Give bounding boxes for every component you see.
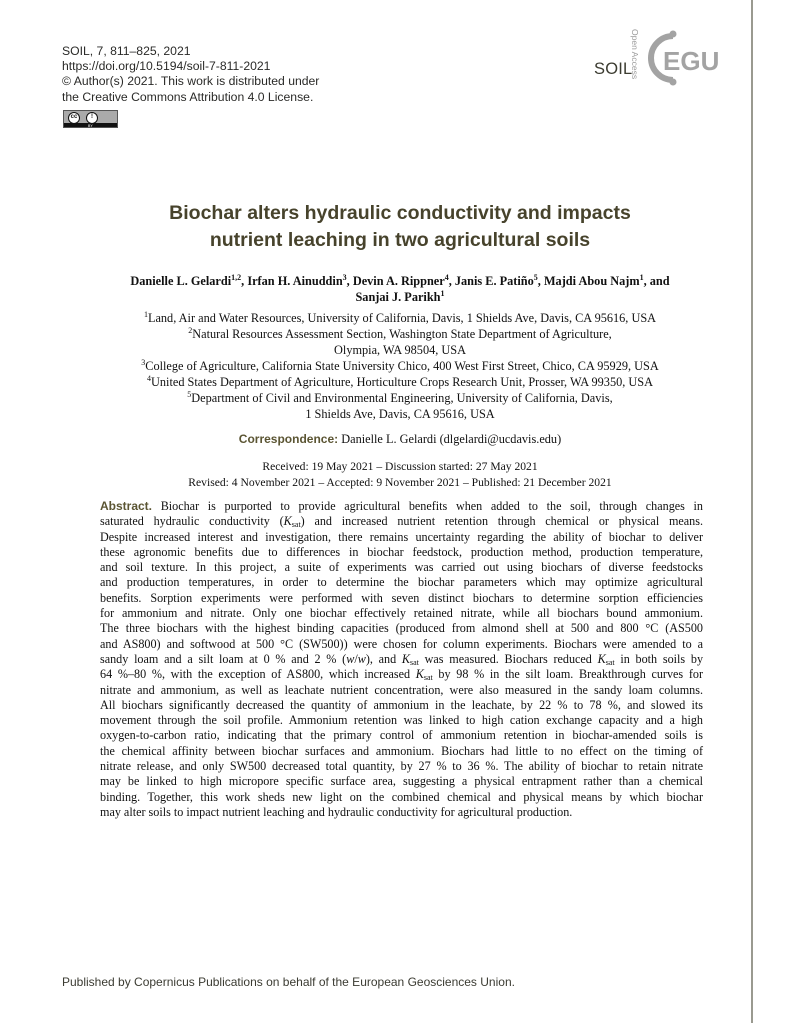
author-affiliation-number: 1 <box>639 273 644 282</box>
abstract-text: movement through the soil profile. Ammonium retention was linked to high cation exchange capacity and a high <box>100 713 703 728</box>
author-separator: , <box>241 274 248 288</box>
author-separator: , <box>537 274 544 288</box>
affiliation-number: 1 <box>143 310 148 319</box>
abstract-line <box>100 683 703 698</box>
egu-text: EGU <box>663 46 720 76</box>
author <box>355 290 444 304</box>
title-line-1: Biochar alters hydraulic conductivity and impacts <box>169 202 631 224</box>
affiliation-line <box>100 374 700 390</box>
abstract-text: Biochar is purported to provide agricultural benefits when added to the soil, through changes in <box>160 499 703 513</box>
affiliation-line <box>100 358 700 374</box>
affiliation-line <box>100 326 700 342</box>
journal-name: SOIL <box>594 60 633 78</box>
abstract-text: sandy loam and a silt loam at 0 % and 2 % ( <box>100 651 347 666</box>
abstract-line <box>100 575 703 590</box>
affiliation-text: 1 Shields Ave, Davis, CA 95616, USA <box>305 407 495 421</box>
author-affiliation-number: 4 <box>444 273 449 282</box>
abstract-text: by 98 % in the silt loam. Breakthrough curves for <box>432 667 703 682</box>
page-edge-rule <box>751 0 753 1023</box>
author-name: Janis E. Patiño <box>454 274 534 288</box>
affiliation-text: Land, Air and Water Resources, University of California, Davis, 1 Shields Ave, Davis, CA 95616, USA <box>147 311 657 325</box>
author-name: Majdi Abou Najm <box>543 274 640 288</box>
author-affiliation-number: 3 <box>342 273 347 282</box>
affiliation-list <box>100 310 700 422</box>
affiliation-line <box>100 342 700 358</box>
abstract-text: was measured. Biochars reduced <box>418 651 598 666</box>
ksat-k: K <box>401 651 411 666</box>
affiliation-number: 4 <box>147 374 151 383</box>
abstract-line <box>100 713 703 728</box>
author-name: Danielle L. Gelardi <box>130 274 232 288</box>
affiliation-text: United States Department of Agriculture, Horticulture Crops Research Unit, Prosser, WA 99350, USA <box>151 375 653 389</box>
author <box>130 274 247 288</box>
license-line: the Creative Commons Attribution 4.0 License. <box>62 89 314 104</box>
author <box>353 274 455 288</box>
author <box>544 274 670 288</box>
abstract-text: ) and increased nutrient retention through chemical or physical means. <box>300 514 703 529</box>
correspondence-label: Correspondence: <box>238 432 339 446</box>
abstract-line <box>100 652 703 667</box>
abstract-line <box>100 606 703 621</box>
abstract-line <box>100 744 703 759</box>
affiliation-line <box>100 406 700 422</box>
abstract-line <box>100 560 703 575</box>
ksat-subscript: sat <box>605 657 615 667</box>
abstract-text: ), and <box>365 651 402 666</box>
abstract-text: nitrate and ammonium, as well as leachate nutrient concentration, were also measured in the sandy loam columns. <box>100 682 703 697</box>
abstract-text: saturated hydraulic conductivity ( <box>100 514 284 529</box>
abstract-text: 64 %–80 %, with the exception of AS800, which increased <box>100 667 416 682</box>
abstract-line <box>100 514 703 529</box>
ksat-k: K <box>597 651 606 666</box>
abstract-text: binding. Together, this work sheds new light on the combined chemical and physical means by which biochar <box>100 789 703 804</box>
abstract-text: and production temperatures, in order to determine the biochar parameters which may optimize agricultural <box>100 575 703 590</box>
affiliation-number: 2 <box>188 326 193 335</box>
abstract-line <box>100 530 703 545</box>
affiliation-line <box>100 390 700 406</box>
affiliation-text: Olympia, WA 98504, USA <box>334 343 466 357</box>
abstract-italic: w <box>346 651 355 666</box>
correspondence-value[interactable]: Danielle L. Gelardi (dlgelardi@ucdavis.edu) <box>341 432 562 446</box>
publication-dates <box>100 459 700 490</box>
dates-line-2: Revised: 4 November 2021 – Accepted: 9 November 2021 – Published: 21 December 2021 <box>188 475 612 489</box>
abstract-text: / <box>354 651 358 666</box>
abstract-label: Abstract. <box>100 499 153 513</box>
ksat-symbol <box>284 514 301 528</box>
egu-logo-icon <box>646 28 736 88</box>
author-separator: , <box>346 274 353 288</box>
author <box>247 274 353 288</box>
ksat-symbol <box>402 652 419 666</box>
abstract-text: these agronomic benefits due to differences in biochar feedstock, production method, production temperature, <box>100 544 703 559</box>
ksat-subscript: sat <box>291 520 301 530</box>
abstract-line <box>100 790 703 805</box>
author-name: Irfan H. Ainuddin <box>247 274 343 288</box>
open-access-label: Open Access <box>630 29 640 80</box>
author <box>455 274 544 288</box>
author-separator: , and <box>643 274 670 288</box>
author-affiliation-number: 5 <box>533 273 538 282</box>
title-line-2: nutrient leaching in two agricultural soils <box>209 229 591 251</box>
abstract-text: and soil texture. In this project, a suite of experiments was carried out using biochars of diverse feedstocks <box>100 560 703 575</box>
affiliation-text: Natural Resources Assessment Section, Washington State Department of Agriculture, <box>192 327 612 341</box>
abstract-line <box>100 621 703 636</box>
abstract <box>100 499 703 820</box>
author-affiliation-number: 1,2 <box>231 273 242 282</box>
abstract-text: Despite increased interest and investigation, there remains uncertainty regarding the ability of biochar to deliver <box>100 529 703 544</box>
abstract-text: All biochars significantly decreased the quantity of ammonium in the leachate, by 22 % to 78 %, and slowed its <box>100 697 703 712</box>
cc-symbol-icon: cc <box>68 112 80 124</box>
abstract-line <box>100 774 703 789</box>
author-name: Devin A. Rippner <box>352 274 445 288</box>
dates-line-1: Received: 19 May 2021 – Discussion started: 27 May 2021 <box>262 460 538 473</box>
author-list <box>90 273 710 305</box>
ksat-symbol <box>598 652 615 666</box>
ksat-symbol <box>416 667 433 681</box>
affiliation-line <box>100 310 700 326</box>
publisher-footer: Published by Copernicus Publications on behalf of the European Geosciences Union. <box>62 975 515 989</box>
abstract-line <box>100 545 703 560</box>
cc-by-license-icon[interactable] <box>63 110 118 128</box>
affiliation-text: College of Agriculture, California State University Chico, 400 West First Street, Chico, CA 95929, USA <box>145 359 659 373</box>
doi-link[interactable]: https://doi.org/10.5194/soil-7-811-2021 <box>62 59 271 74</box>
abstract-text: oxygen-to-carbon ratio, indicating that the primary control of ammonium retention in biochar-amended soils is <box>100 728 703 743</box>
abstract-italic: w <box>357 651 366 666</box>
abstract-text: for ammonium and nitrate. Only one biochar effectively retained nitrate, while all biochars bound ammonium. <box>100 606 703 621</box>
paper-title <box>90 200 710 254</box>
abstract-text: benefits. Sorption experiments were performed with seven distinct biochars to determine sorption efficiencies <box>100 590 703 605</box>
author-separator: , <box>448 274 455 288</box>
ksat-subscript: sat <box>423 673 433 683</box>
author-affiliation-number: 1 <box>440 289 445 298</box>
journal-logo <box>594 28 744 88</box>
abstract-line <box>100 698 703 713</box>
abstract-line <box>100 637 703 652</box>
abstract-text: may be linked to high micropore specific surface area, suggesting a physical entrapment rather than a chemical <box>100 774 703 789</box>
journal-citation: SOIL, 7, 811–825, 2021 <box>62 44 191 58</box>
abstract-text: The three biochars with the highest binding capacities (produced from almond shell at 500 and 800 °C (AS500 <box>100 621 703 636</box>
abstract-text: nitrate release, and only SW500 decreased total quantity, by 27 % to 36 %. The ability of biochar to retain nitrate <box>100 759 703 774</box>
citation-block <box>62 44 319 105</box>
abstract-text: and AS800) and softwood at 500 °C (SW500)) were chosen for column experiments. Biochars were amended to a <box>100 636 703 651</box>
author-name: Sanjai J. Parikh <box>355 290 441 304</box>
abstract-line <box>100 759 703 774</box>
by-label: BY <box>88 124 93 128</box>
abstract-line <box>100 728 703 743</box>
by-person-icon: ! <box>86 112 98 124</box>
affiliation-number: 3 <box>141 358 146 367</box>
ksat-k: K <box>283 514 292 529</box>
affiliation-number: 5 <box>187 390 192 399</box>
abstract-text: in both soils by <box>614 651 704 666</box>
abstract-text: may alter soils to impact nutrient leaching and hydraulic conductivity for agricultural production. <box>100 804 573 819</box>
ksat-k: K <box>415 667 424 682</box>
ksat-subscript: sat <box>410 657 419 667</box>
affiliation-text: Department of Civil and Environmental Engineering, University of California, Davis, <box>191 391 613 405</box>
abstract-line <box>100 499 703 514</box>
abstract-line <box>100 591 703 606</box>
copyright-line: © Author(s) 2021. This work is distributed under <box>62 74 320 89</box>
abstract-text: the chemical affinity between biochar surfaces and ammonium. Biochars had little to no effect on the timing of <box>100 743 703 758</box>
abstract-line <box>100 805 703 820</box>
correspondence <box>100 432 700 447</box>
abstract-line <box>100 667 703 682</box>
